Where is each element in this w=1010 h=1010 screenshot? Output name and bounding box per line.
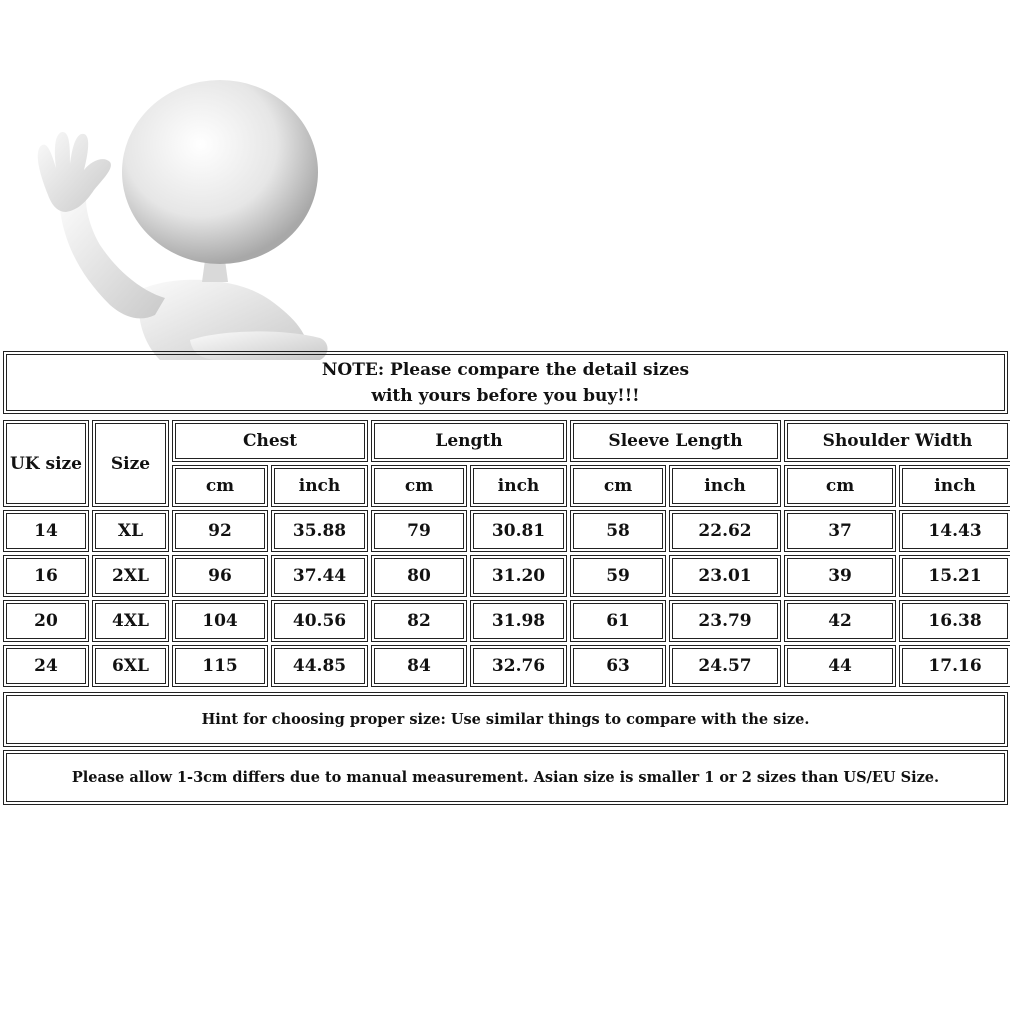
unit-cell: inch [899,465,1010,507]
unit-cell: cm [784,465,896,507]
table-cell: 96 [172,555,268,597]
header-shoulder-width: Shoulder Width [784,420,1010,462]
header-chest: Chest [172,420,368,462]
table-row [3,600,1010,642]
table-cell: 20 [3,600,89,642]
table-cell: 32.76 [470,645,567,687]
header-size: Size [92,420,169,507]
table-cell: 61 [570,600,666,642]
table-cell: 14 [3,510,89,552]
table-cell: 6XL [92,645,169,687]
table-cell: 15.21 [899,555,1010,597]
table-cell: XL [92,510,169,552]
table-cell: 44.85 [271,645,368,687]
table-cell: 16.38 [899,600,1010,642]
table-cell: 23.01 [669,555,781,597]
table-cell: 4XL [92,600,169,642]
table-cell: 59 [570,555,666,597]
unit-cell: cm [371,465,467,507]
unit-cell: cm [570,465,666,507]
table-cell: 22.62 [669,510,781,552]
table-cell: 37.44 [271,555,368,597]
header-sleeve-length: Sleeve Length [570,420,781,462]
unit-cell: inch [470,465,567,507]
size-chart [3,351,1008,805]
table-cell: 24 [3,645,89,687]
unit-cell: inch [669,465,781,507]
table-cell: 80 [371,555,467,597]
table-cell: 44 [784,645,896,687]
table-header-row [3,420,1010,462]
table-cell: 2XL [92,555,169,597]
unit-cell: cm [172,465,268,507]
waving-figure-illustration [20,60,340,400]
table-cell: 31.98 [470,600,567,642]
note-line-1: NOTE: Please compare the detail sizes [321,359,690,380]
table-row [3,510,1010,552]
table-cell: 35.88 [271,510,368,552]
table-cell: 24.57 [669,645,781,687]
table-cell: 84 [371,645,467,687]
note-line-2: with yours before you buy!!! [371,385,640,406]
table-cell: 39 [784,555,896,597]
unit-cell: inch [271,465,368,507]
table-cell: 14.43 [899,510,1010,552]
table-cell: 58 [570,510,666,552]
size-hint: Hint for choosing proper size: Use similar things to compare with the size. [3,692,1008,747]
table-cell: 79 [371,510,467,552]
table-cell: 23.79 [669,600,781,642]
table-cell: 82 [371,600,467,642]
table-cell: 40.56 [271,600,368,642]
table-cell: 31.20 [470,555,567,597]
table-cell: 63 [570,645,666,687]
table-cell: 42 [784,600,896,642]
table-row [3,555,1010,597]
header-length: Length [371,420,567,462]
table-cell: 92 [172,510,268,552]
table-cell: 16 [3,555,89,597]
table-row [3,645,1010,687]
header-uk-size: UK size [3,420,89,507]
table-cell: 37 [784,510,896,552]
table-cell: 30.81 [470,510,567,552]
note-banner [3,351,1008,414]
size-table [0,417,1010,690]
measurement-disclaimer: Please allow 1-3cm differs due to manual measurement. Asian size is smaller 1 or 2 sizes than US/EU Size. [3,750,1008,805]
table-cell: 104 [172,600,268,642]
table-cell: 115 [172,645,268,687]
table-cell: 17.16 [899,645,1010,687]
